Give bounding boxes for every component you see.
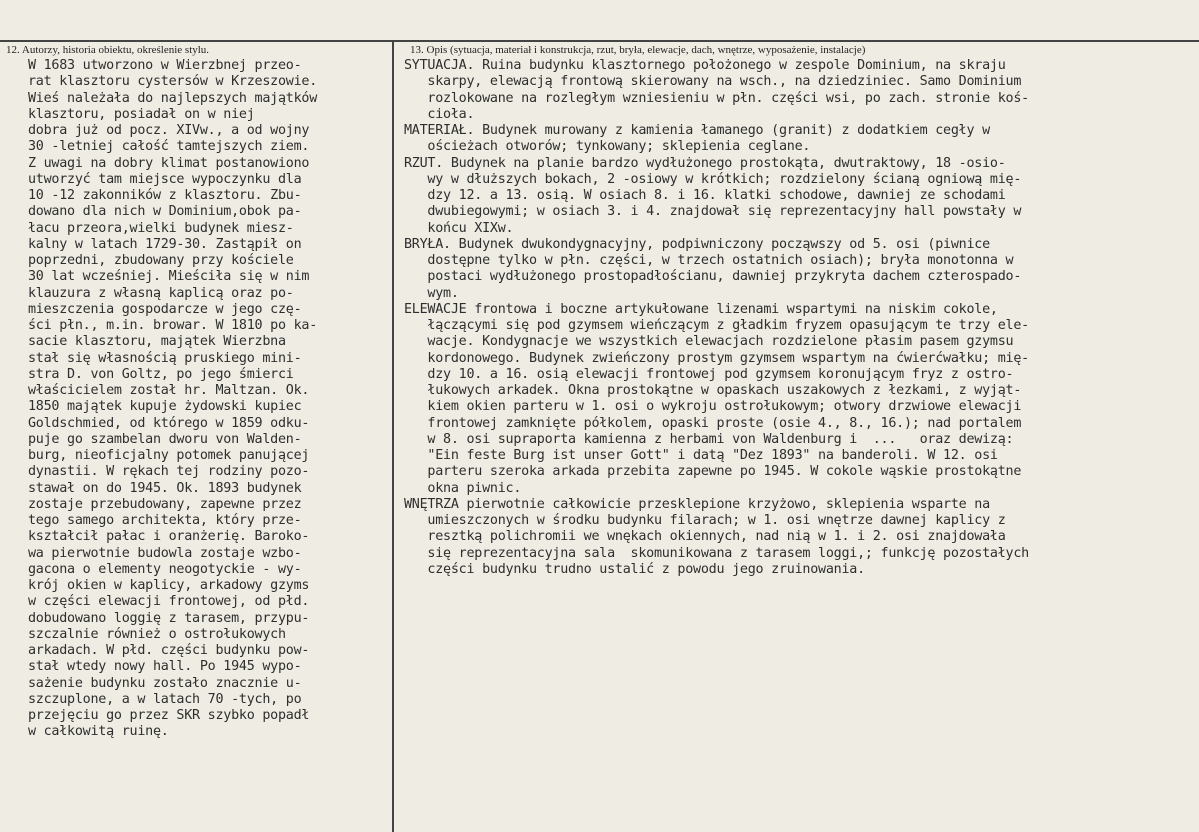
history-text-line: wa pierwotnie budowla zostaje wzbo- (28, 545, 302, 561)
description-text-line: umieszczonych w środku budynku filarach; w 1. osi wnętrze dawnej kaplicy z (404, 513, 1006, 528)
description-text-line: kiem okien parteru w 1. osi o wykroju ostrołukowym; otwory drzwiowe elewacji (404, 399, 1022, 415)
history-text-line: łacu przeora,wielki budynek miesz- (28, 220, 294, 236)
description-text-line: części budynku trudno ustalić z powodu jego zruinowania. (404, 561, 865, 577)
history-text-line: kalny w latach 1729-30. Zastąpił on (28, 236, 302, 252)
description-text-column (404, 58, 1029, 578)
description-text-line: SYTUACJA. Ruina budynku klasztornego położonego w zespole Dominium, na skraju (404, 58, 1006, 73)
history-text-line: rat klasztoru cystersów w Krzeszowie. (28, 74, 318, 90)
history-text-line: puje go szambelan dworu von Walden- (28, 431, 302, 447)
history-text-line: 30 -letniej całość tamtejszych ziem. (28, 139, 310, 155)
history-text-line: W 1683 utworzono w Wierzbnej przeo- (28, 58, 302, 73)
description-text-line: resztką polichromii we wnękach okiennych, nad nią w 1. i 2. osi znajdowała (404, 529, 1006, 545)
history-text-line: dobra już od pocz. XIVw., a od wojny (28, 123, 310, 138)
history-text-line: przejęciu go przez SKR szybko popadł (28, 708, 310, 723)
history-text-line: sacie klasztoru, majątek Wierzbna (28, 334, 286, 350)
description-text-line: cioła. (404, 106, 475, 122)
description-text-line: ELEWACJE frontowa i boczne artykułowane lizenami wspartymi na niskim cokole, (404, 301, 998, 317)
description-text-line: BRYŁA. Budynek dwukondygnacyjny, podpiwniczony począwszy od 5. osi (piwnice (404, 236, 990, 252)
description-text-line: kordonowego. Budynek zwieńczony prostym gzymsem wspartym na ćwierćwałku; mię- (404, 350, 1029, 366)
history-text-line: tego samego architekta, który prze- (28, 513, 302, 528)
column-divider (392, 40, 394, 832)
history-text-line: utworzyć tam miejsce wypoczynku dla (28, 171, 302, 187)
description-text-line: postaci wydłużonego prostopadłościanu, dawniej przykryta dachem czterospado- (404, 269, 1022, 285)
description-text-line: WNĘTRZA pierwotnie całkowicie przesklepione krzyżowo, sklepienia wsparte na (404, 496, 990, 512)
history-text-line: kształcił pałac i oranżerię. Baroko- (28, 529, 310, 545)
history-text-line: 10 -12 zakonników z klasztoru. Zbu- (28, 188, 302, 203)
description-text-line: parteru szeroka arkada przebita zapewne po 1945. W cokole wąskie prostokątne (404, 464, 1022, 480)
description-text-line: rozlokowane na rozległym wzniesieniu w płn. części wsi, po zach. stronie koś- (404, 90, 1029, 106)
history-text-line: krój okien w kaplicy, arkadowy gzyms (28, 578, 310, 593)
description-text-line: MATERIAŁ. Budynek murowany z kamienia łamanego (granit) z dodatkiem cegły w (404, 123, 990, 138)
history-text-line: dowano dla nich w Dominium,obok pa- (28, 204, 302, 220)
history-text-column (28, 58, 317, 741)
description-text-line: okna piwnic. (404, 480, 522, 496)
description-text-line: ościeżach otworów; tynkowany; sklepienia ceglane. (404, 139, 811, 155)
history-text-line: właścicielem został hr. Maltzan. Ok. (28, 383, 310, 398)
history-text-line: Z uwagi na dobry klimat postanowiono (28, 155, 310, 171)
description-text-line: w 8. osi supraporta kamienna z herbami von Waldenburg i ... oraz dewizą: (404, 431, 1014, 447)
history-text-line: dobudowano loggię z tarasem, przypu- (28, 610, 310, 626)
history-text-line: arkadach. W płd. części budynku pow- (28, 643, 310, 658)
history-text-line: Goldschmied, od którego w 1859 odku- (28, 415, 310, 431)
history-text-line: w części elewacji frontowej, od płd. (28, 594, 310, 610)
header-rule (0, 40, 1199, 42)
section-13-header: 13. Opis (sytuacja, materiał i konstrukcja, rzut, bryła, elewacje, dach, wnętrze, wyposażenie, instalacje) (410, 44, 866, 56)
section-12-header: 12. Autorzy, historia obiektu, określenie stylu. (6, 44, 210, 56)
description-text-line: dzy 10. a 16. osią elewacji frontowej pod gzymsem koronującym fryz z ostro- (404, 366, 1014, 382)
history-text-line: mieszczenia gospodarcze w jego czę- (28, 301, 302, 317)
description-text-line: dwubiegowymi; w osiach 3. i 4. znajdował się reprezentacyjny hall powstały w (404, 204, 1022, 220)
description-text-line: dostępne tylko w płn. części, w trzech ostatnich osiach); bryła monotonna w (404, 253, 1014, 268)
description-text-line: się reprezentacyjna sala skomunikowana z tarasem loggi,; funkcję pozostałych (404, 545, 1029, 561)
history-text-line: szczuplone, a w latach 70 -tych, po (28, 691, 302, 707)
history-text-line: dynastii. W rękach tej rodziny pozo- (28, 464, 310, 480)
history-text-line: ści płn., m.in. browar. W 1810 po ka- (28, 318, 318, 333)
description-text-line: końcu XIXw. (404, 220, 514, 236)
history-text-line: w całkowitą ruinę. (28, 724, 169, 740)
history-text-line: stał wtedy nowy hall. Po 1945 wypo- (28, 659, 302, 675)
history-text-line: stra D. von Goltz, po jego śmierci (28, 366, 294, 382)
history-text-line: klasztoru, posiadał on w niej (28, 106, 255, 122)
description-text-line: dzy 12. a 13. osią. W osiach 8. i 16. klatki schodowe, dawniej ze schodami (404, 188, 1006, 203)
history-text-line: Wieś należała do najlepszych majątków (28, 90, 318, 106)
history-text-line: szczalnie również o ostrołukowych (28, 626, 286, 642)
history-text-line: 1850 majątek kupuje żydowski kupiec (28, 399, 302, 415)
history-text-line: poprzedni, zbudowany przy kościele (28, 253, 294, 268)
description-text-line: łukowych arkadek. Okna prostokątne w opaskach uszakowych z łezkami, z wyjąt- (404, 383, 1022, 398)
description-text-line: "Ein feste Burg ist unser Gott" i datą "Dez 1893" na banderoli. W 12. osi (404, 448, 998, 463)
history-text-line: stawał on do 1945. Ok. 1893 budynek (28, 480, 302, 496)
history-text-line: burg, nieoficjalny potomek panującej (28, 448, 310, 463)
history-text-line: 30 lat wcześniej. Mieściła się w nim (28, 269, 310, 285)
history-text-line: klauzura z własną kaplicą oraz po- (28, 285, 294, 301)
history-text-line: stał się własnością pruskiego mini- (28, 350, 302, 366)
description-text-line: wym. (404, 285, 459, 301)
description-text-line: wacje. Kondygnacje we wszystkich elewacjach rozdzielone płasim pasem gzymsu (404, 334, 1014, 350)
description-text-line: wy w dłuższych bokach, 2 -osiowy w krótkich; rozdzielony ścianą ogniową mię- (404, 171, 1022, 187)
history-text-line: gacona o elementy neogotyckie - wy- (28, 561, 302, 577)
history-text-line: sażenie budynku zostało znacznie u- (28, 675, 302, 691)
history-text-line: zostaje przebudowany, zapewne przez (28, 496, 302, 512)
description-text-line: frontowej zamknięte półkolem, opaski proste (osie 4., 8., 16.); nad portalem (404, 415, 1022, 431)
description-text-line: RZUT. Budynek na planie bardzo wydłużonego prostokąta, dwutraktowy, 18 -osio- (404, 155, 1006, 171)
description-text-line: skarpy, elewacją frontową skierowany na wsch., na dziedziniec. Samo Dominium (404, 74, 1022, 90)
description-text-line: łączącymi się pod gzymsem wieńczącym z gładkim fryzem opasującym te trzy ele- (404, 318, 1029, 333)
